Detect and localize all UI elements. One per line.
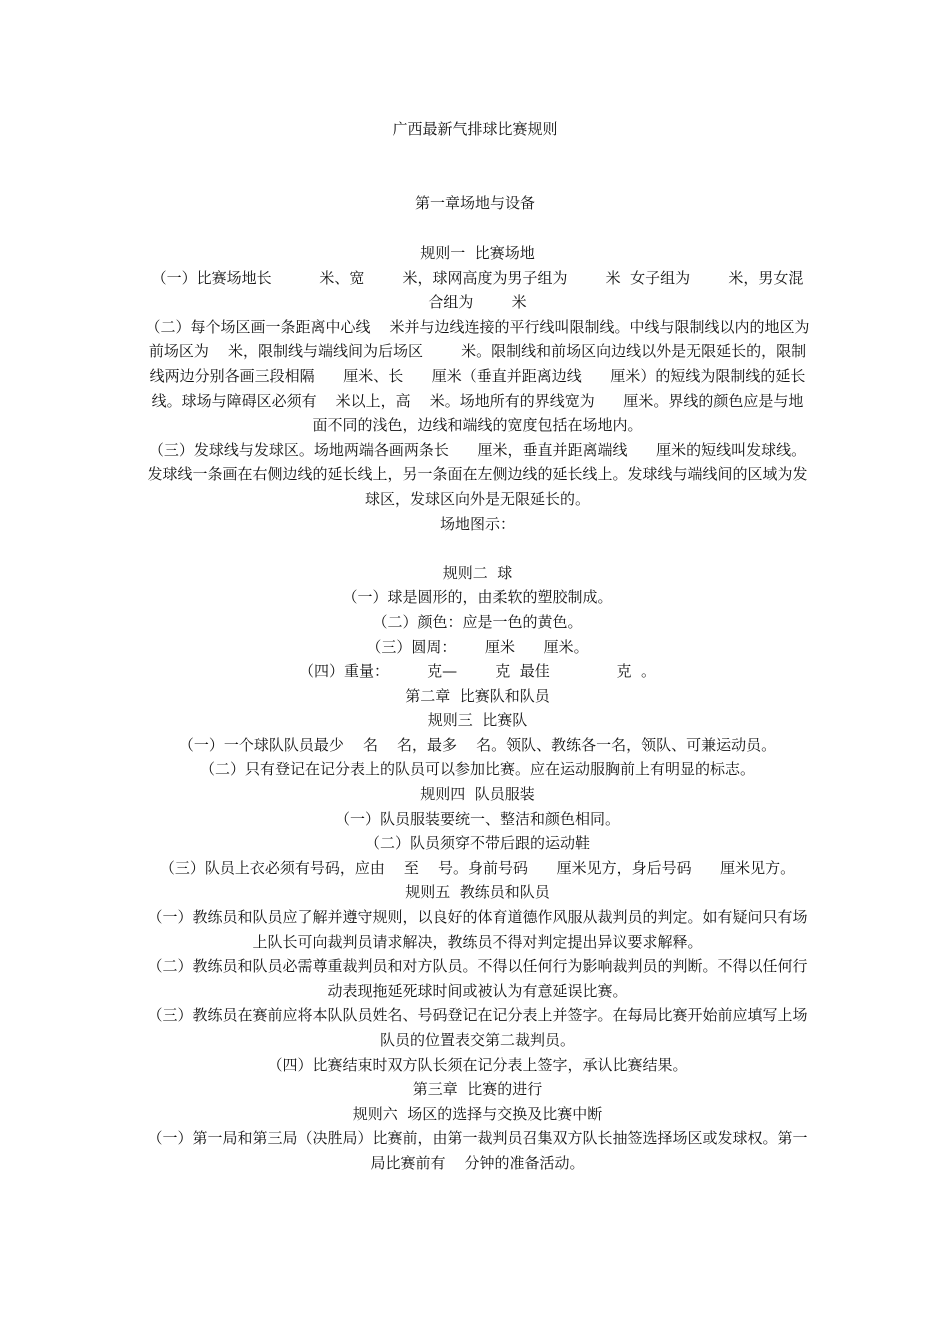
rule-2-title: 规则二 球 — [442, 563, 513, 582]
rule-4-paragraph-1: （一）队员服装要统一、整洁和颜色相同。 — [334, 809, 620, 828]
rule-5-paragraph-3: （三）教练员在赛前应将本队队员姓名、号码登记在记分表上并签字。在每局比赛开始前应填写上场队员的位置表交第二裁判员。 — [147, 1006, 808, 1049]
document-title: 广西最新气排球比赛规则 — [392, 120, 558, 138]
rule-6-title: 规则六 场区的选择与交换及比赛中断 — [352, 1104, 603, 1123]
rule-5-title: 规则五 教练员和队员 — [405, 883, 550, 902]
document-body — [145, 241, 810, 1176]
rule-1-paragraph-2: （二）每个场区画一条距离中心线 米并与边线连接的平行线叫限制线。中线与限制线以内的地区为前场区为 米，限制线与端线间为后场区 米。限制线和前场区向边线以外是无限延长的，限制线两边分别各画三段相隔 厘米、长 厘米（垂直并距离边线 厘米）的短线为限制线的延长线。球场与障碍区必须有 米以上，高 米。场地所有的界线宽为 厘米。界线的颜色应是与地面不同的浅色，边线和端线的宽度包括在场地内。 — [145, 317, 810, 435]
rule-4-paragraph-3: （三）队员上衣必须有号码，应由 至 号。身前号码 厘米见方，身后号码 厘米见方。 — [159, 858, 796, 877]
rule-3-title: 规则三 比赛队 — [427, 711, 528, 730]
rule-2-paragraph-1: （一）球是圆形的，由柔软的塑胶制成。 — [342, 588, 613, 607]
rule-2-paragraph-2: （二）颜色：应是一色的黄色。 — [372, 612, 583, 631]
rule-5-paragraph-2: （二）教练员和队员必需尊重裁判员和对方队员。不得以任何行为影响裁判员的判断。不得以任何行动表现拖延死球时间或被认为有意延误比赛。 — [147, 957, 808, 1000]
rule-4-paragraph-2: （二）队员须穿不带后跟的运动鞋 — [364, 834, 590, 853]
rule-4-title: 规则四 队员服装 — [420, 785, 535, 804]
chapter-3-title: 第三章 比赛的进行 — [412, 1080, 543, 1099]
rule-1-title: 规则一 比赛场地 — [420, 244, 535, 262]
rule-5-paragraph-4: （四）比赛结束时双方队长须在记分表上签字，承认比赛结果。 — [267, 1055, 688, 1074]
rule-3-paragraph-2: （二）只有登记在记分表上的队员可以参加比赛。应在运动服胸前上有明显的标志。 — [199, 760, 755, 779]
diagram-space — [145, 536, 810, 561]
rule-1-paragraph-3: （三）发球线与发球区。场地两端各画两条长 厘米，垂直并距离端线 厘米的短线叫发球线。发球线一条画在右侧边线的延长线上，另一条面在左侧边线的延长线上。发球线与端线间的区域为发球区，发球区向外是无限延长的。 — [147, 440, 808, 508]
rule-3-paragraph-1: （一）一个球队队员最少 名 名，最多 名。领队、教练各一名，领队、可兼运动员。 — [178, 735, 777, 754]
rule-5-paragraph-1: （一）教练员和队员应了解并遵守规则，以良好的体育道德作风服从裁判员的判定。如有疑问只有场上队长可向裁判员请求解决，教练员不得对判定提出异议要求解释。 — [147, 908, 808, 951]
rule-1-paragraph-1: （一）比赛场地长 米、宽 米，球网高度为男子组为 米 女子组为 米，男女混合组为 米 — [151, 268, 804, 312]
rule-2-paragraph-4: （四）重量： 克— 克 最佳 克 。 — [298, 662, 657, 681]
chapter-2-title: 第二章 比赛队和队员 — [405, 686, 550, 705]
chapter-1-title: 第一章场地与设备 — [414, 194, 535, 212]
rule-6-paragraph-1: （一）第一局和第三局（决胜局）比赛前，由第一裁判员召集双方队长抽签选择场区或发球权。第一局比赛前有 分钟的准备活动。 — [147, 1129, 808, 1172]
court-diagram-label: 场地图示： — [439, 514, 515, 533]
rule-2-paragraph-3: （三）圆周： 厘米 厘米。 — [366, 637, 589, 656]
